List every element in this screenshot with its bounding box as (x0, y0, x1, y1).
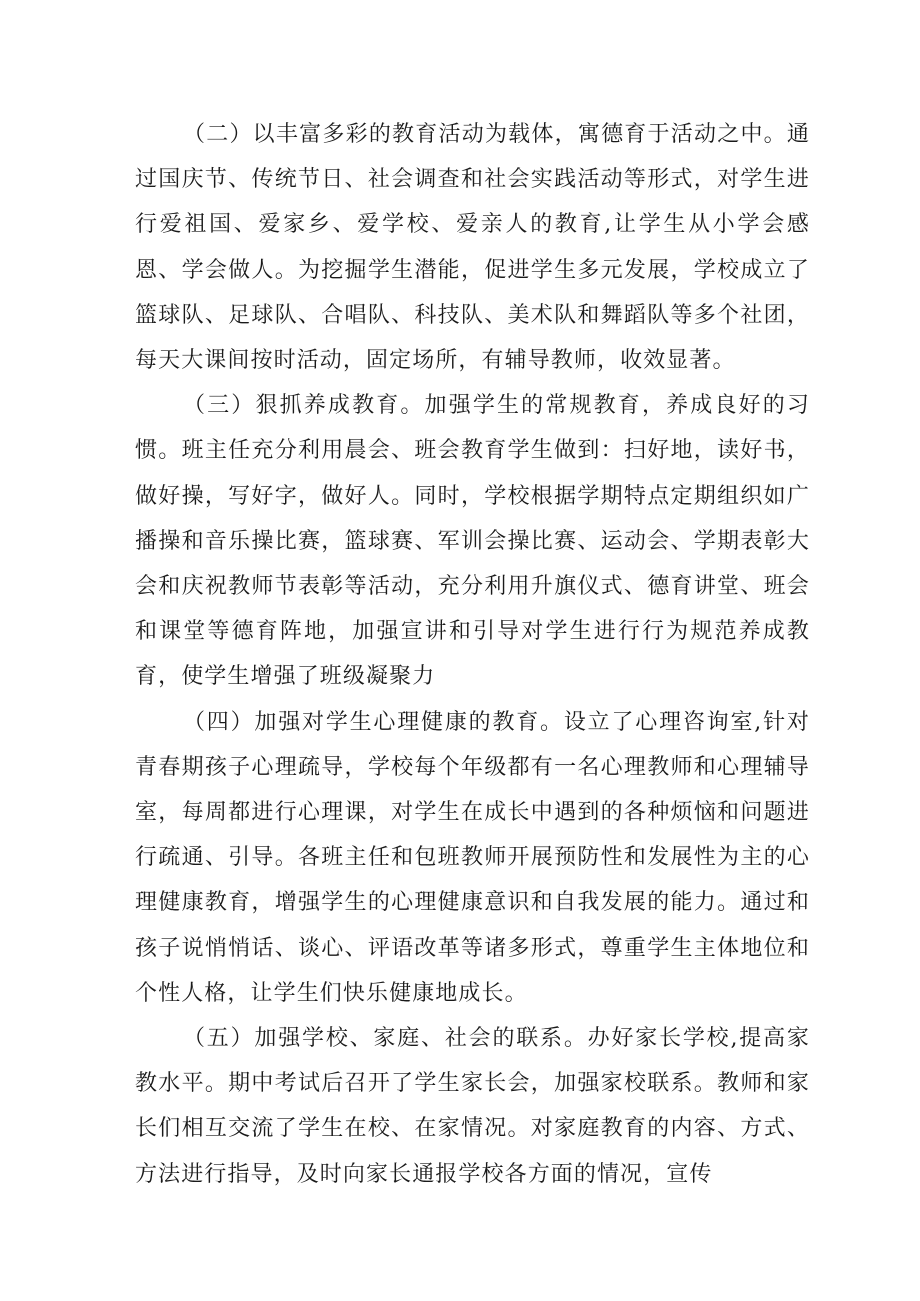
paragraph-activities: （二）以丰富多彩的教育活动为载体，寓德育于活动之中。通过国庆节、传统节日、社会调查和社会实践活动等形式，对学生进行爱祖国、爱家乡、爱学校、爱亲人的教育,让学生从小学会感恩、学会做人。为挖掘学生潜能，促进学生多元发展，学校成立了篮球队、足球队、合唱队、科技队、美术队和舞蹈队等多个社团，每天大课间按时活动，固定场所，有辅导教师，收效显著。 (135, 122, 810, 374)
paragraph-habit-education: （三）狠抓养成教育。加强学生的常规教育，养成良好的习惯。班主任充分利用晨会、班会教育学生做到：扫好地，读好书，做好操，写好字，做好人。同时，学校根据学期特点定期组织如广播操和音乐操比赛，篮球赛、军训会操比赛、运动会、学期表彰大会和庆祝教师节表彰等活动，充分利用升旗仪式、德育讲堂、班会和课堂等德育阵地，加强宣讲和引导对学生进行行为规范养成教育，使学生增强了班级凝聚力 (135, 393, 810, 690)
paragraph-school-family-society: （五）加强学校、家庭、社会的联系。办好家长学校,提高家教水平。期中考试后召开了学生家长会，加强家校联系。教师和家长们相互交流了学生在校、在家情况。对家庭教育的内容、方式、方法进行指导，及时向家长通报学校各方面的情况，宣传 (135, 1026, 810, 1187)
document-body (135, 112, 810, 1197)
paragraph-mental-health: （四）加强对学生心理健康的教育。设立了心理咨询室,针对青春期孩子心理疏导，学校每个年级都有一名心理教师和心理辅导室，每周都进行心理课，对学生在成长中遇到的各种烦恼和问题进行疏通、引导。各班主任和包班教师开展预防性和发展性为主的心理健康教育，增强学生的心理健康意识和自我发展的能力。通过和孩子说悄悄话、谈心、评语改革等诸多形式，尊重学生主体地位和个性人格，让学生们快乐健康地成长。 (135, 709, 810, 1006)
